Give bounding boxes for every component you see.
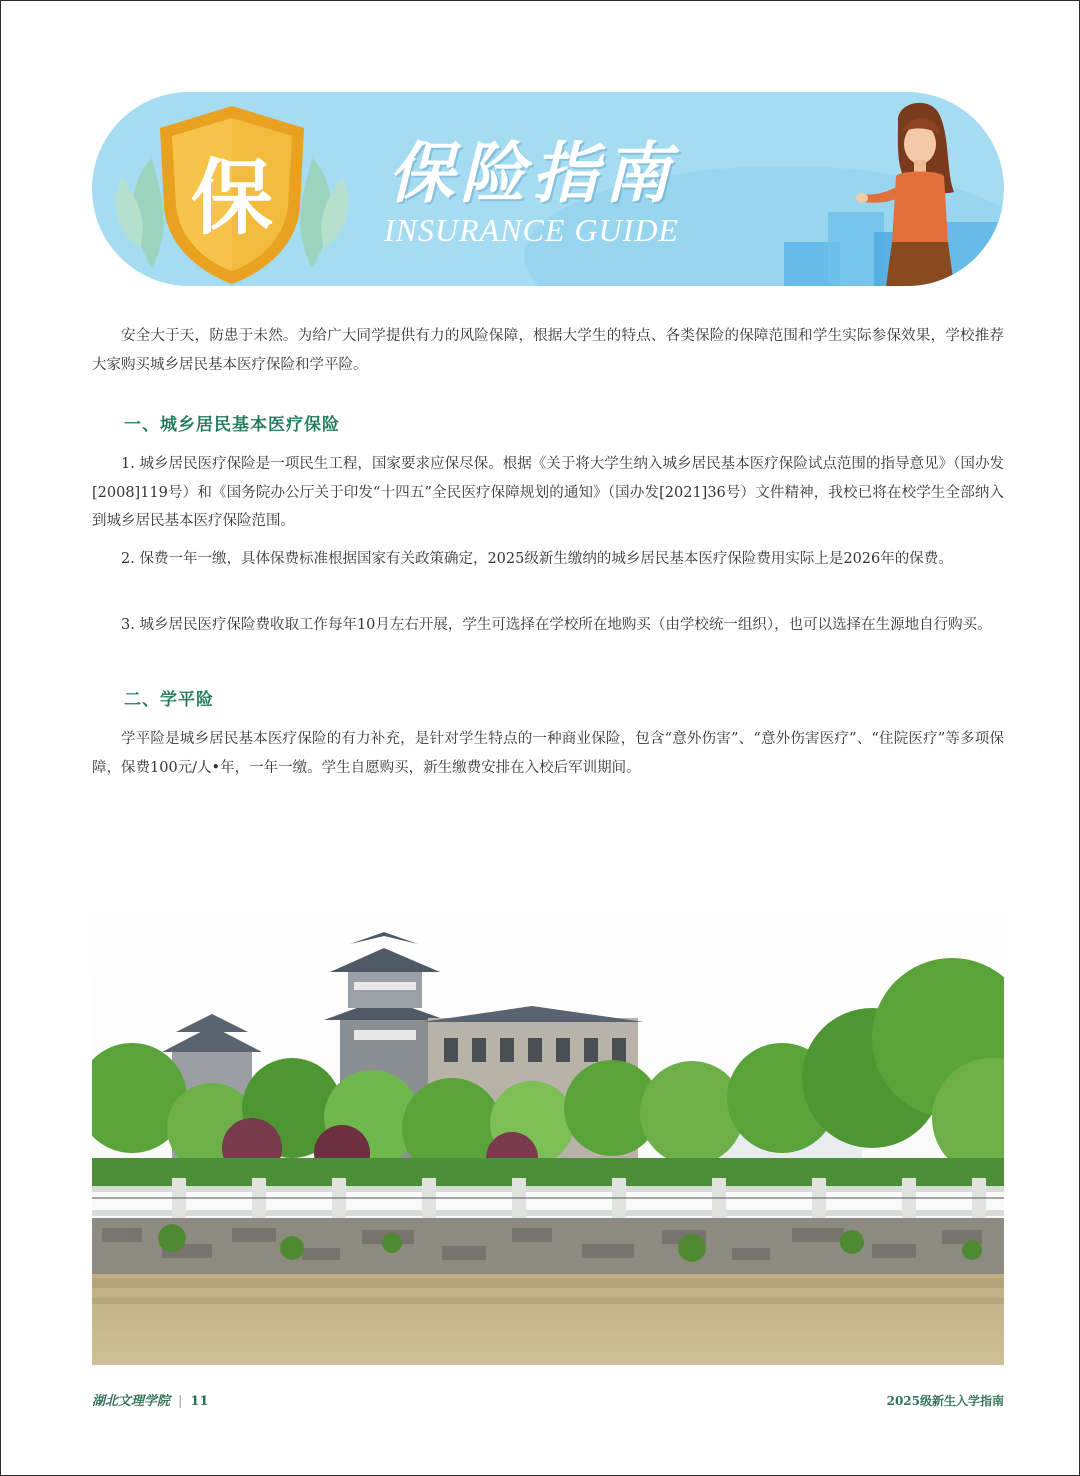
section1-item-1: 1. 城乡居民医疗保险是一项民生工程，国家要求应保尽保。根据《关于将大学生纳入城乡居民基本医疗保险试点范围的指导意见》（国办发[2008]119号）和《国务院办公厅关于印发“十四五”全民医疗保障规划的通知》（国办发[2021]36号）文件精神，我校已将在校学生全部纳入到城乡居民基本医疗保险范围。 [92,456,1004,529]
footer-guide-title: 2025级新生入学指南 [886,1394,1004,1408]
header-banner [92,92,1004,286]
banner-title: 保险指南 [388,134,676,212]
footer-separator: | [178,1394,183,1409]
section1-item-3: 3. 城乡居民医疗保险费收取工作每年10月左右开展，学生可选择在学校所在地购买（由学校统一组织），也可以选择在生源地自行购买。 [121,617,992,633]
campus-photo [92,898,1004,1365]
section2-heading: 二、学平险 [124,690,214,710]
person-illustration [778,92,1004,286]
footer-school-name: 湖北文理学院 [92,1394,171,1409]
shield-icon [112,98,352,286]
shield-char: 保 [190,151,274,246]
section1-item-2: 2. 保费一年一缴，具体保费标准根据国家有关政策确定，2025级新生缴纳的城乡居民基本医疗保险费用实际上是2026年的保费。 [121,551,953,567]
section1-heading: 一、城乡居民基本医疗保险 [124,415,340,435]
footer-school [92,1390,209,1409]
banner-subtitle: INSURANCE GUIDE [384,212,679,248]
intro-paragraph: 安全大于天，防患于未然。为给广大同学提供有力的风险保障，根据大学生的特点、各类保险的保障范围和学生实际参保效果，学校推荐大家购买城乡居民基本医疗保险和学平险。 [92,328,1004,373]
section2-paragraph: 学平险是城乡居民基本医疗保险的有力补充，是针对学生特点的一种商业保险，包含“意外伤害”、“意外伤害医疗”、“住院医疗”等多项保障，保费100元/人•年，一年一缴。学生自愿购买，新生缴费安排在入校后军训期间。 [92,731,1004,776]
page-number: 11 [190,1394,209,1409]
